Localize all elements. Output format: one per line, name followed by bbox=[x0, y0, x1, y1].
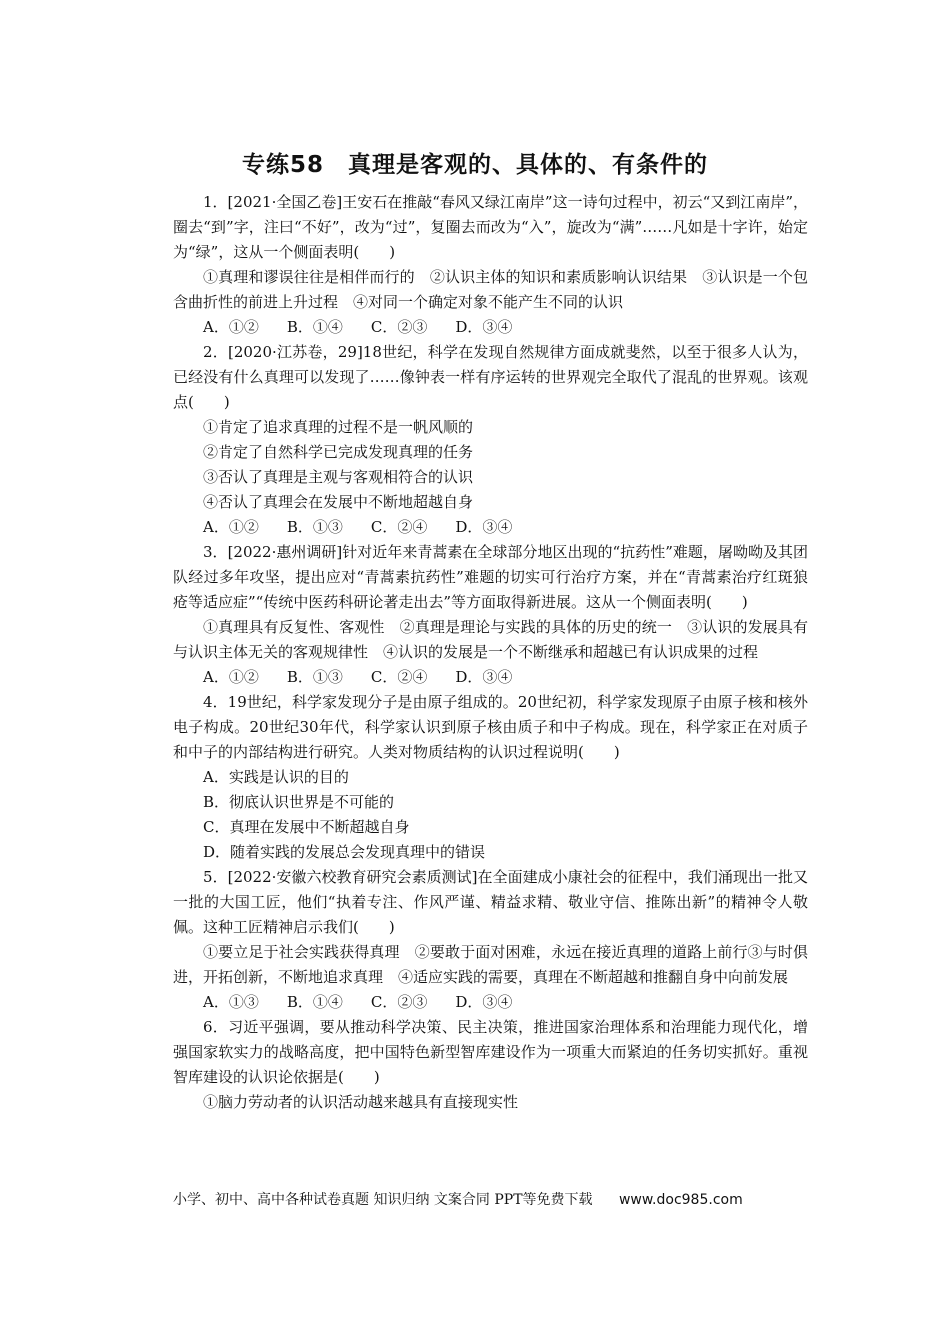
answer-options bbox=[173, 665, 808, 690]
question-5 bbox=[173, 865, 808, 1015]
statement-item: ①真理和谬误往往是相伴而行的 ②认识主体的知识和素质影响认识结果 ③认识是一个包含曲折性的前进上升过程 ④对同一个确定对象不能产生不同的认识 bbox=[173, 268, 808, 311]
option-a: A．①③ bbox=[203, 993, 259, 1011]
option-a: A．①② bbox=[203, 318, 259, 336]
option-a: A．①② bbox=[203, 518, 259, 536]
statement-item: ①要立足于社会实践获得真理 ②要敢于面对困难，永远在接近真理的道路上前行③与时俱进，开拓创新，不断地追求真理 ④适应实践的需要，真理在不断超越和推翻自身中向前发展 bbox=[173, 943, 808, 986]
footer-url[interactable]: www.doc985.com bbox=[618, 1192, 743, 1208]
question-stem: 6．习近平强调，要从推动科学决策、民主决策，推进国家治理体系和治理能力现代化，增强国家软实力的战略高度，把中国特色新型智库建设作为一项重大而紧迫的任务切实抓好。重视智库建设的认识论依据是( ) bbox=[173, 1018, 808, 1086]
footer-text: 小学、初中、高中各种试卷真题 知识归纳 文案合同 PPT等免费下载 bbox=[173, 1192, 593, 1208]
question-4 bbox=[173, 690, 808, 865]
option-a: A．实践是认识的目的 bbox=[203, 768, 349, 786]
question-stem: 1．[2021·全国乙卷]王安石在推敲“春风又绿江南岸”这一诗句过程中，初云“又到江南岸”，圈去“到”字，注曰“不好”，改为“过”，复圈去而改为“入”，旋改为“满”……凡如是十字许，始定为“绿”，这从一个侧面表明( ) bbox=[173, 193, 808, 261]
option-b: B．①④ bbox=[286, 993, 343, 1011]
option-c: C．②④ bbox=[370, 518, 428, 536]
statement-item: ③否认了真理是主观与客观相符合的认识 bbox=[203, 468, 474, 486]
answer-options bbox=[173, 990, 808, 1015]
question-stem: 4．19世纪，科学家发现分子是由原子组成的。20世纪初，科学家发现原子由原子核和核外电子构成。20世纪30年代，科学家认识到原子核由质子和中子构成。现在，科学家正在对质子和中子的内部结构进行研究。人类对物质结构的认识过程说明( ) bbox=[173, 693, 808, 761]
option-d: D．③④ bbox=[455, 518, 513, 536]
question-list bbox=[173, 190, 808, 1115]
option-c: C．②③ bbox=[370, 318, 428, 336]
question-6 bbox=[173, 1015, 808, 1115]
statement-item: ①肯定了追求真理的过程不是一帆风顺的 bbox=[203, 418, 474, 436]
question-1 bbox=[173, 190, 808, 340]
option-c: C．②③ bbox=[370, 993, 428, 1011]
option-b: B．①④ bbox=[286, 318, 343, 336]
question-3 bbox=[173, 540, 808, 690]
answer-options bbox=[173, 515, 808, 540]
question-2 bbox=[173, 340, 808, 540]
page-footer bbox=[173, 1189, 813, 1209]
question-stem: 3．[2022·惠州调研]针对近年来青蒿素在全球部分地区出现的“抗药性”难题，屠呦呦及其团队经过多年攻坚，提出应对“青蒿素抗药性”难题的切实可行治疗方案，并在“青蒿素治疗红斑狼疮等适应症”“传统中医药科研论著走出去”等方面取得新进展。这从一个侧面表明( ) bbox=[173, 543, 808, 611]
option-b: B．①③ bbox=[286, 668, 343, 686]
option-a: A．①② bbox=[203, 668, 259, 686]
answer-options bbox=[173, 315, 808, 340]
option-c: C．真理在发展中不断超越自身 bbox=[203, 818, 410, 836]
option-b: B．彻底认识世界是不可能的 bbox=[203, 793, 395, 811]
statement-item: ①真理具有反复性、客观性 ②真理是理论与实践的具体的历史的统一 ③认识的发展具有与认识主体无关的客观规律性 ④认识的发展是一个不断继承和超越已有认识成果的过程 bbox=[173, 618, 808, 661]
option-d: D．随着实践的发展总会发现真理中的错误 bbox=[203, 843, 486, 861]
question-stem: 5．[2022·安徽六校教育研究会素质测试]在全面建成小康社会的征程中，我们涌现出一批又一批的大国工匠，他们“执着专注、作风严谨、精益求精、敬业守信、推陈出新”的精神令人敬佩。这种工匠精神启示我们( ) bbox=[173, 868, 808, 936]
option-d: D．③④ bbox=[455, 668, 513, 686]
statement-item: ②肯定了自然科学已完成发现真理的任务 bbox=[203, 443, 474, 461]
option-c: C．②④ bbox=[370, 668, 428, 686]
statement-item: ①脑力劳动者的认识活动越来越具有直接现实性 bbox=[203, 1093, 519, 1111]
option-d: D．③④ bbox=[455, 993, 513, 1011]
option-b: B．①③ bbox=[286, 518, 343, 536]
page-title: 专练58 真理是客观的、具体的、有条件的 bbox=[241, 152, 708, 178]
question-stem: 2．[2020·江苏卷，29]18世纪，科学在发现自然规律方面成就斐然，以至于很多人认为，已经没有什么真理可以发现了……像钟表一样有序运转的世界观完全取代了混乱的世界观。该观点( ) bbox=[173, 343, 808, 411]
statement-item: ④否认了真理会在发展中不断地超越自身 bbox=[203, 493, 474, 511]
option-d: D．③④ bbox=[455, 318, 513, 336]
